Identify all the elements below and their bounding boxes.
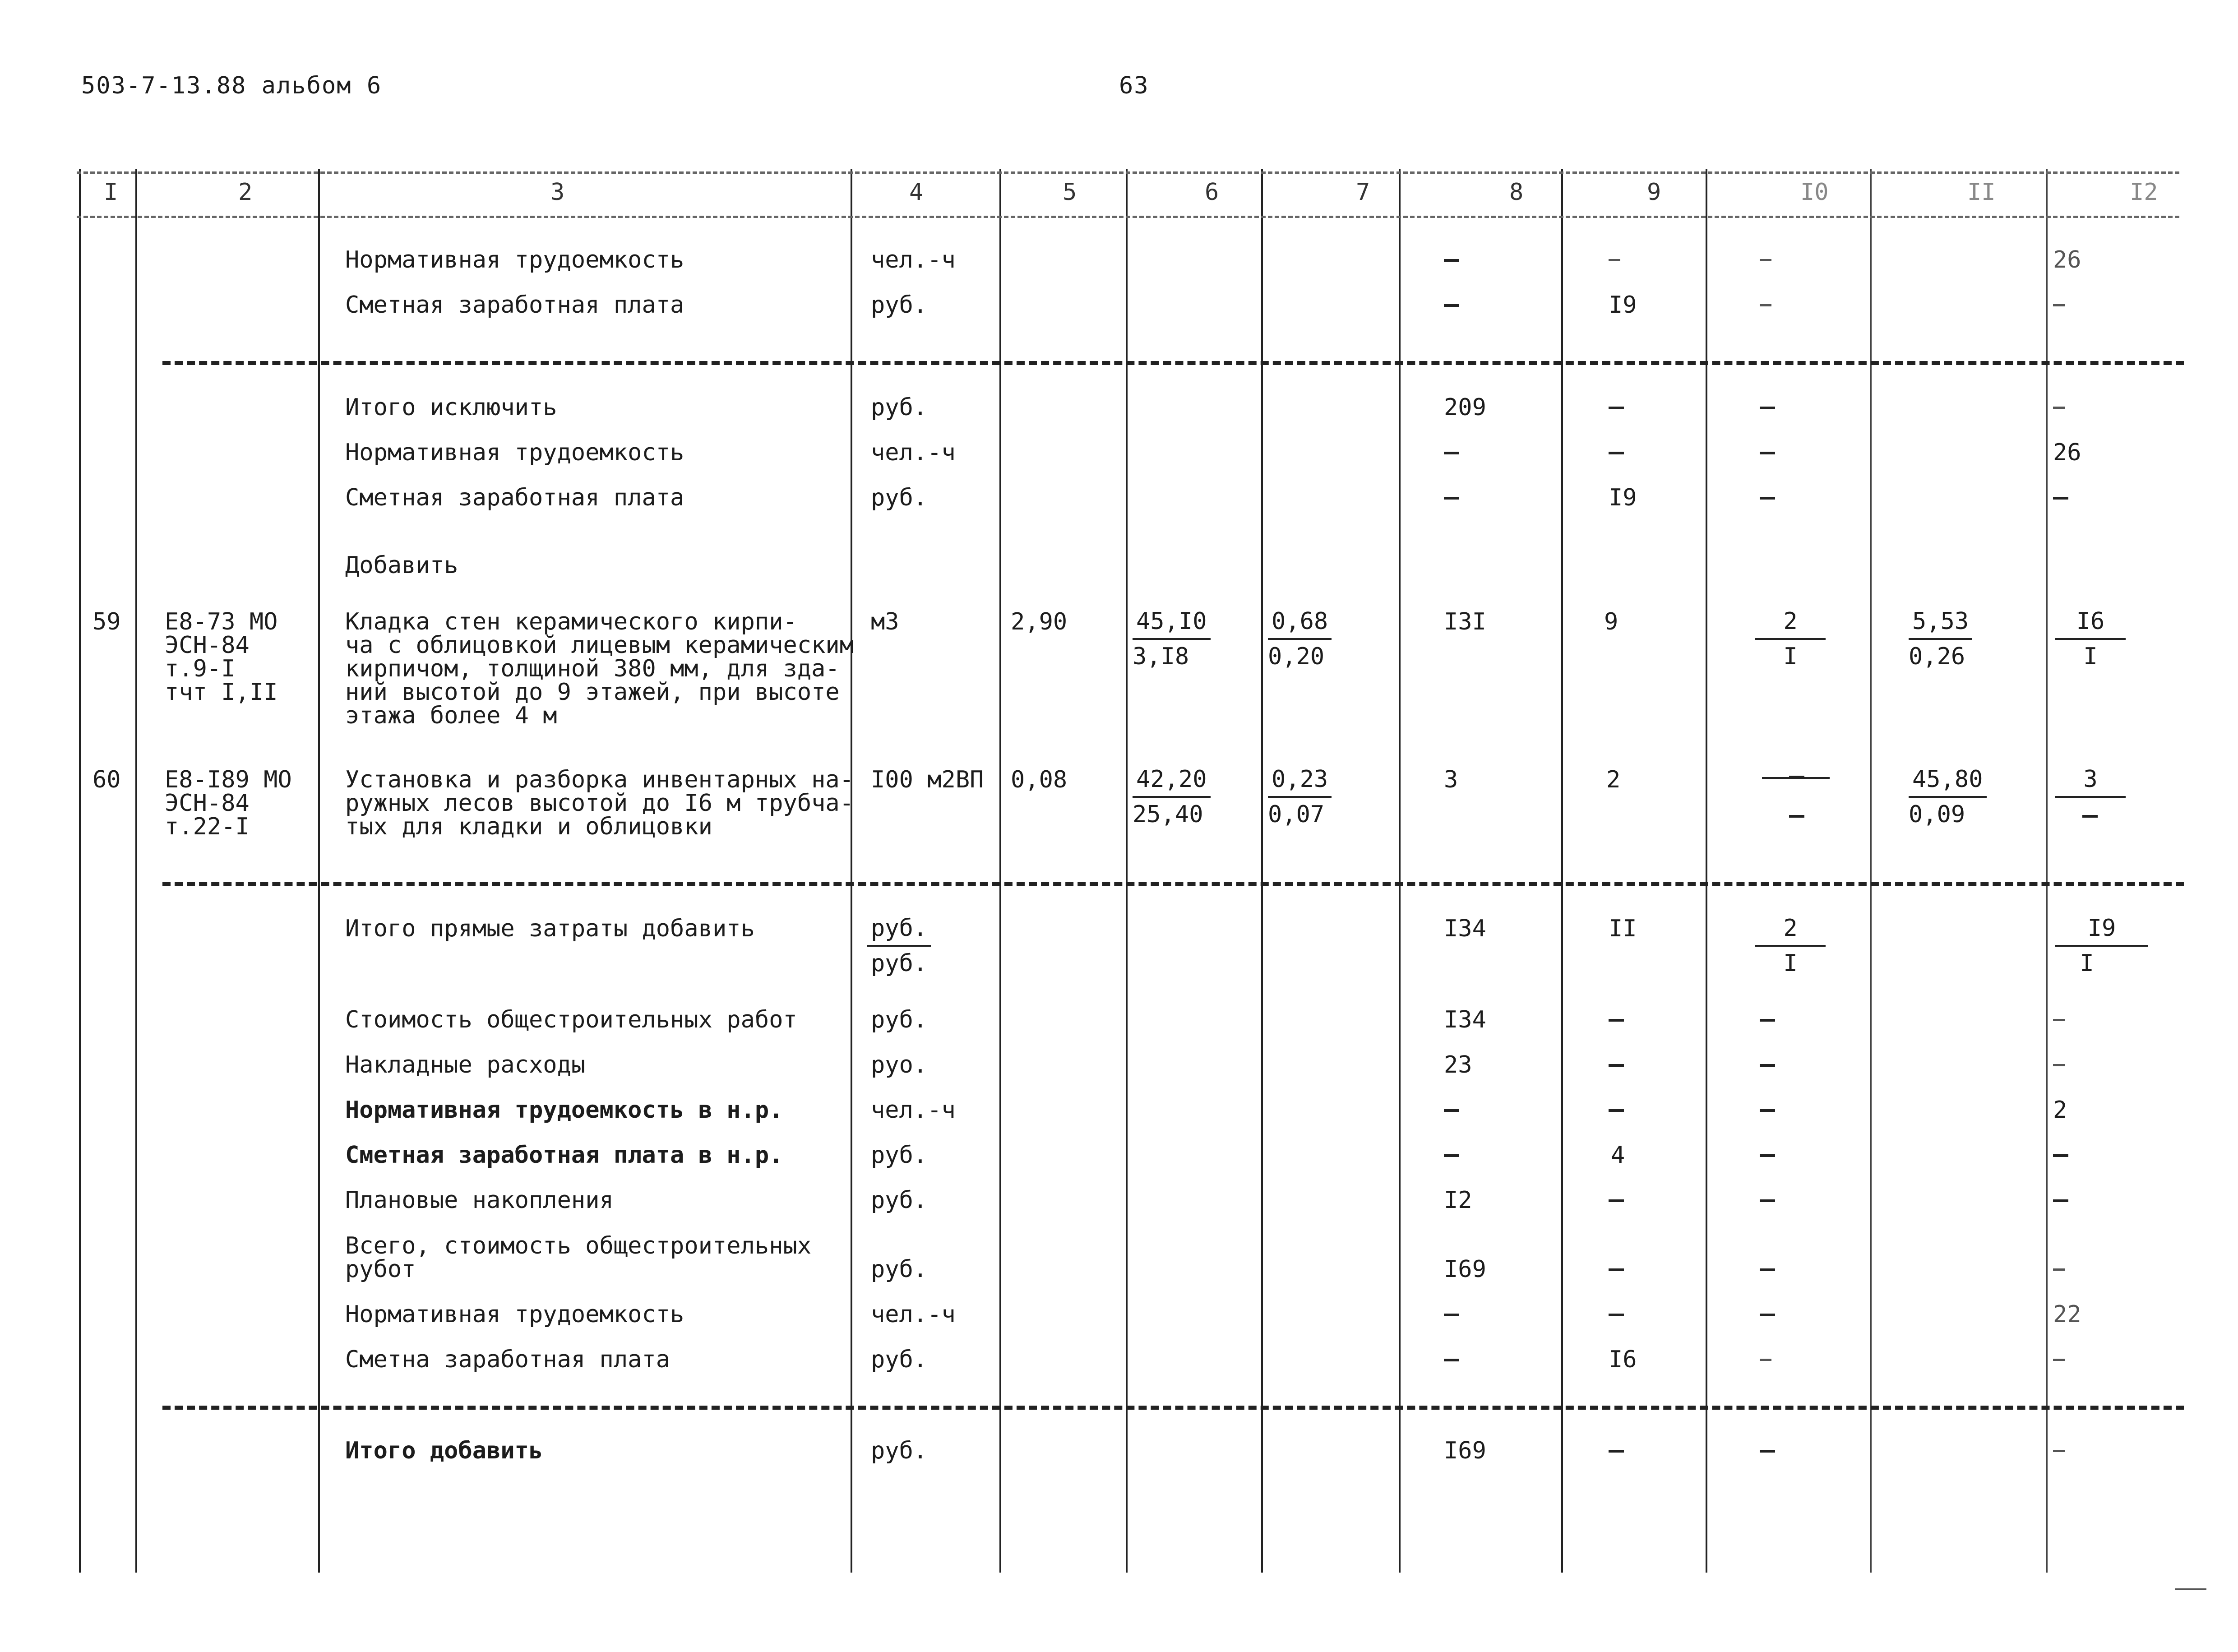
empty-cell (1760, 395, 1775, 420)
empty-cell (1760, 1438, 1775, 1463)
section-divider (162, 1406, 2184, 1410)
fraction-numerator: 2 (1755, 605, 1826, 640)
column-header: 4 (909, 179, 924, 206)
fraction-c11 (1909, 763, 1987, 831)
empty-cell (1444, 485, 1459, 510)
row-name: Итого прямые затраты добавить (345, 915, 755, 942)
description-line: ча с облицовкой лицевым керамическим (345, 632, 854, 659)
column-header: I0 (1800, 179, 1829, 206)
norm-code-line: ЭСН-84 (165, 790, 250, 817)
value-c8: 209 (1444, 394, 1486, 421)
value-c9: 4 (1611, 1142, 1625, 1169)
fraction-numerator: 45,80 (1909, 763, 1987, 798)
empty-cell (1609, 1302, 1624, 1327)
row-unit: руб. (871, 484, 928, 511)
row-unit: чел.-ч (871, 246, 956, 273)
row-name: Сметна заработная плата (345, 1346, 670, 1373)
fraction-numerator: руб. (867, 912, 931, 947)
value-c12: 26 (2053, 246, 2081, 273)
norm-code-line: E8-I89 МО (165, 766, 292, 793)
value-c8: I69 (1444, 1437, 1486, 1464)
value-c9: I9 (1609, 292, 1637, 319)
value-c8: I3I (1444, 608, 1486, 635)
norm-code-line: т.9-I (165, 655, 236, 682)
column-border (1399, 169, 1401, 1573)
description-line: Кладка стен керамического кирпи- (345, 608, 797, 635)
column-border (1561, 169, 1563, 1573)
empty-cell (1444, 1302, 1459, 1327)
norm-code (165, 610, 277, 704)
empty-cell (1760, 485, 1775, 510)
row-name: Нормативная трудоемкость (345, 246, 684, 273)
empty-cell (2053, 1257, 2065, 1282)
row-name: Итого исключить (345, 394, 557, 421)
column-border (1261, 169, 1263, 1573)
empty-cell (1609, 247, 1620, 273)
quantity: 2,90 (1011, 608, 1068, 635)
description-line: Установка и разборка инвентарных на- (345, 766, 854, 793)
empty-cell (2053, 1052, 2065, 1078)
value-c12: 2 (2053, 1097, 2067, 1124)
column-header: 9 (1647, 179, 1661, 206)
empty-cell (1760, 1257, 1775, 1282)
column-border (1706, 169, 1707, 1573)
total-name-line: Всего, стоимость общестроительных (345, 1232, 812, 1259)
fraction-c10 (1755, 912, 1832, 980)
empty-cell (1609, 395, 1624, 420)
fraction-c7 (1268, 763, 1332, 831)
empty-cell (1444, 440, 1459, 465)
empty-cell (2053, 1347, 2065, 1372)
empty-cell (2053, 485, 2068, 510)
fraction-denominator: 0,26 (1909, 643, 1965, 670)
empty-cell (1760, 1143, 1775, 1168)
norm-code-line: E8-73 МО (165, 608, 278, 635)
fraction-numerator: 45,I0 (1133, 605, 1211, 640)
value-c12: 26 (2053, 439, 2081, 466)
empty-cell (2053, 1143, 2068, 1168)
empty-cell (1609, 1257, 1624, 1282)
row-name: Стоимость общестроительных работ (345, 1006, 797, 1033)
row-name: Сметная заработная плата (345, 292, 684, 319)
fraction-denominator: I (2080, 950, 2094, 977)
row-unit: руб. (871, 1346, 928, 1373)
row-number: 59 (92, 608, 121, 635)
empty-cell (1444, 1097, 1459, 1123)
row-unit: чел.-ч (871, 1301, 956, 1328)
column-border (79, 169, 81, 1573)
unit-fraction (867, 912, 931, 980)
column-header: 6 (1205, 179, 1219, 206)
scan-edge-mark (2175, 1588, 2206, 1590)
row-unit: руб. (871, 1142, 928, 1169)
empty-cell (1444, 247, 1459, 273)
empty-cell (2053, 292, 2065, 318)
value-c9: 2 (1606, 766, 1621, 793)
empty-cell (1444, 292, 1459, 318)
row-unit: чел.-ч (871, 439, 956, 466)
value-c8: 23 (1444, 1051, 1472, 1078)
row-name: Итого добавить (345, 1437, 543, 1464)
fraction-numerator: 0,68 (1268, 605, 1332, 640)
fraction-denominator: руб. (871, 950, 928, 977)
fraction-denominator: I (1783, 643, 1798, 670)
fraction-c11 (1909, 605, 1972, 673)
row-name: Нормативная трудоемкость (345, 1301, 684, 1328)
row-unit: руб. (871, 1006, 928, 1033)
fraction-denominator: I (1783, 950, 1798, 977)
empty-cell (1609, 440, 1624, 465)
column-header: 7 (1356, 179, 1370, 206)
value-c9: II (1609, 915, 1637, 942)
empty-cell (1789, 764, 1804, 789)
column-header: I (104, 179, 118, 206)
norm-code-line: т.22-I (165, 813, 250, 840)
column-border (1126, 169, 1128, 1573)
row-name: Нормативная трудоемкость в н.р. (345, 1097, 783, 1124)
fraction-c6 (1133, 763, 1211, 831)
fraction-numerator: 42,20 (1133, 763, 1211, 798)
column-border (135, 169, 137, 1573)
description-line: ружных лесов высотой до I6 м трубча- (345, 790, 854, 817)
empty-cell (1609, 1097, 1624, 1123)
fraction-numerator: 5,53 (1909, 605, 1972, 640)
fraction-numerator: 3 (2055, 763, 2126, 798)
fraction-c12 (2055, 763, 2132, 798)
empty-cell (2053, 1438, 2065, 1463)
empty-cell (1760, 1347, 1771, 1372)
empty-cell (2082, 803, 2098, 828)
row-name: Плановые накопления (345, 1187, 614, 1214)
column-border (318, 169, 320, 1573)
empty-cell (1760, 440, 1775, 465)
row-unit: руо. (871, 1051, 928, 1078)
value-c9: I9 (1609, 484, 1637, 511)
column-border (851, 169, 852, 1573)
empty-cell (2053, 1188, 2068, 1213)
row-name: Нормативная трудоемкость (345, 439, 684, 466)
norm-code-line: ЭСН-84 (165, 632, 250, 659)
row-unit: руб. (871, 394, 928, 421)
value-c8: 3 (1444, 766, 1458, 793)
empty-cell (1760, 247, 1771, 273)
total-name (345, 1234, 811, 1281)
work-description (345, 610, 854, 727)
fraction-numerator: 2 (1755, 912, 1826, 947)
column-header: II (1967, 179, 1996, 206)
fraction-numerator: 0,23 (1268, 763, 1332, 798)
column-header: 8 (1509, 179, 1524, 206)
empty-cell (1760, 1052, 1775, 1078)
value-c12: 22 (2053, 1301, 2081, 1328)
empty-cell (1760, 1302, 1775, 1327)
empty-cell (1609, 1007, 1624, 1032)
description-line: этажа более 4 м (345, 702, 557, 729)
value-c8: I69 (1444, 1256, 1486, 1283)
row-unit: руб. (871, 1187, 928, 1214)
fraction-c6 (1133, 605, 1211, 673)
empty-cell (1760, 292, 1771, 318)
column-header: I2 (2130, 179, 2158, 206)
fraction-denominator: 0,20 (1268, 643, 1325, 670)
empty-cell (1760, 1188, 1775, 1213)
header-top-rule (77, 171, 2179, 174)
quantity: 0,08 (1011, 766, 1068, 793)
empty-cell (1609, 1438, 1624, 1463)
fraction-denominator: 0,09 (1909, 801, 1965, 828)
value-c8: I34 (1444, 1006, 1486, 1033)
document-code: 503-7-13.88 альбом 6 (81, 72, 382, 99)
empty-cell (2053, 1007, 2065, 1032)
fraction-c12 (2055, 912, 2155, 980)
description-line: ний высотой до 9 этажей, при высоте (345, 679, 840, 706)
column-border (1870, 169, 1872, 1573)
row-name: Накладные расходы (345, 1051, 586, 1078)
empty-cell (1444, 1143, 1459, 1168)
total-name-line: рубот (345, 1256, 416, 1283)
value-c9: 9 (1604, 608, 1618, 635)
norm-code-line: тчт I,II (165, 679, 278, 706)
row-unit: руб. (871, 1256, 928, 1283)
empty-cell (1609, 1188, 1624, 1213)
row-unit: руб. (871, 1437, 928, 1464)
value-c8: I34 (1444, 915, 1486, 942)
fraction-c12 (2055, 605, 2132, 673)
column-header: 3 (550, 179, 565, 206)
fraction-denominator: 25,40 (1133, 801, 1203, 828)
fraction-denominator: I (2083, 643, 2098, 670)
row-unit: руб. (871, 292, 928, 319)
fraction-denominator: 3,I8 (1133, 643, 1189, 670)
empty-cell (1444, 1347, 1459, 1372)
empty-cell (1789, 803, 1804, 828)
description-line: тых для кладки и облицовки (345, 813, 712, 840)
description-line: кирпичом, толщиной 380 мм, для зда- (345, 655, 840, 682)
fraction-denominator: 0,07 (1268, 801, 1325, 828)
section-divider (162, 882, 2184, 886)
row-unit: чел.-ч (871, 1097, 956, 1124)
section-divider (162, 361, 2184, 365)
fraction-c10 (1755, 605, 1832, 673)
empty-cell (1760, 1097, 1775, 1123)
add-label: Добавить (345, 552, 458, 579)
column-header: 5 (1063, 179, 1077, 206)
row-name: Сметная заработная плата в н.р. (345, 1142, 783, 1169)
value-c9: I6 (1609, 1346, 1637, 1373)
row-unit: м3 (871, 608, 899, 635)
page-number: 63 (1119, 72, 1149, 99)
value-c8: I2 (1444, 1187, 1472, 1214)
work-description (345, 768, 854, 838)
row-number: 60 (92, 766, 121, 793)
fraction-c7 (1268, 605, 1332, 673)
empty-cell (1609, 1052, 1624, 1078)
column-border (2046, 169, 2048, 1573)
column-header: 2 (238, 179, 253, 206)
row-name: Сметная заработная плата (345, 484, 684, 511)
empty-cell (1760, 1007, 1775, 1032)
fraction-numerator: I6 (2055, 605, 2126, 640)
header-bottom-rule (77, 216, 2179, 218)
norm-code (165, 768, 292, 838)
row-unit: I00 м2ВП (871, 766, 984, 793)
fraction-numerator: I9 (2055, 912, 2148, 947)
column-border (999, 169, 1001, 1573)
empty-cell (2053, 395, 2065, 420)
